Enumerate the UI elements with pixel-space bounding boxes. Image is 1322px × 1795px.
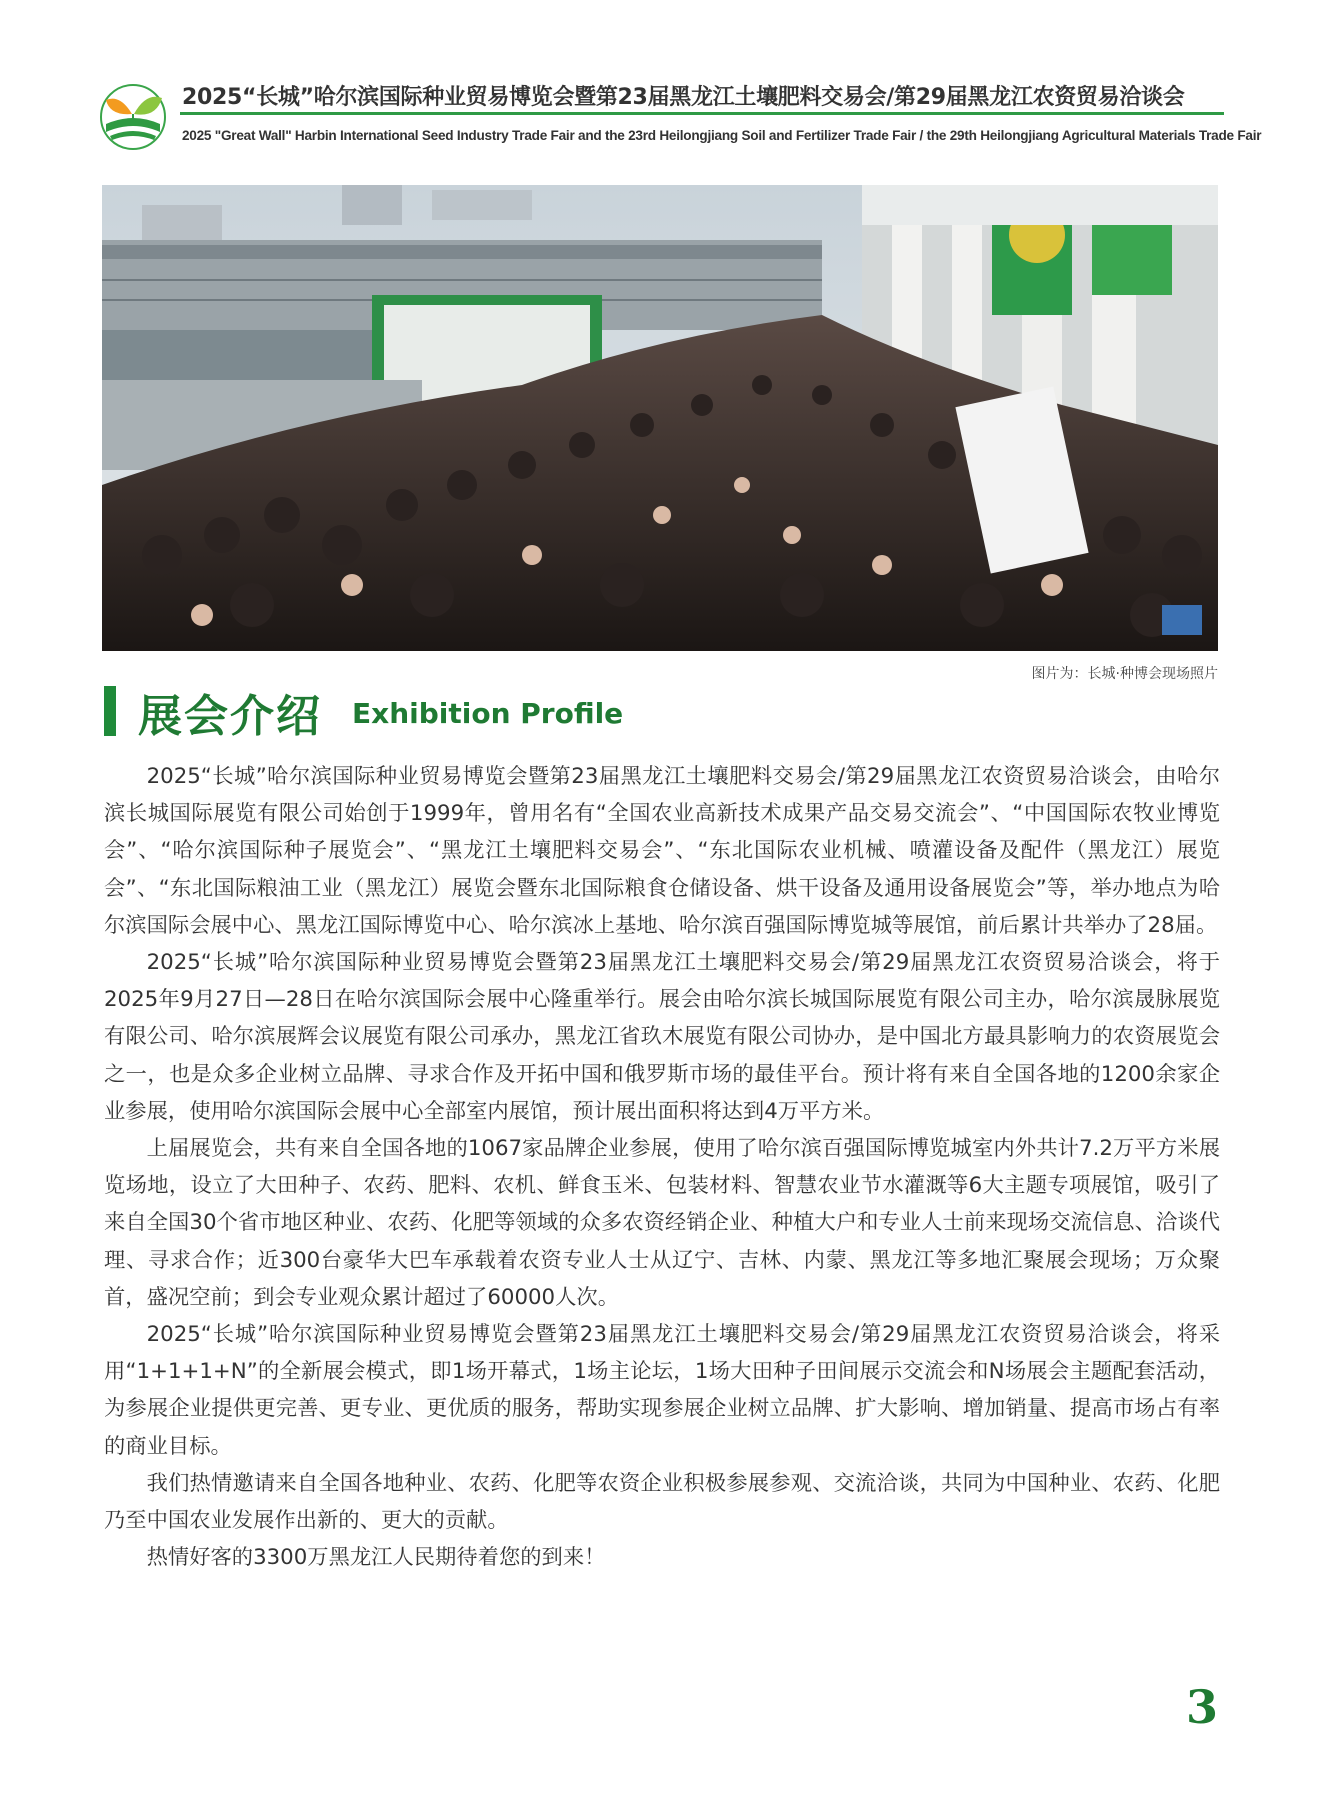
section-title-en: Exhibition Profile	[352, 697, 624, 730]
photo-caption: 图片为：长城·种博会现场照片	[1031, 666, 1218, 682]
paragraph-invitation: 我们热情邀请来自全国各地种业、农药、化肥等农资企业积极参展参观、交流洽谈，共同为中国种业、农药、化肥乃至中国农业发展作出新的、更大的贡献。	[104, 1470, 1220, 1534]
section-title-cn: 展会介绍	[138, 691, 322, 742]
header-title-cn: 2025“长城”哈尔滨国际种业贸易博览会暨第23届黑龙江土壤肥料交易会/第29届黑龙江农资贸易洽谈会	[182, 85, 1185, 110]
paragraph-history: 2025“长城”哈尔滨国际种业贸易博览会暨第23届黑龙江土壤肥料交易会/第29届黑龙江农资贸易洽谈会，由哈尔滨长城国际展览有限公司始创于1999年，曾用名有“全国农业高新技术成果产品交易交流会”、“中国国际农牧业博览会”、“哈尔滨国际种子展览会”、“黑龙江土壤肥料交易会”、“东北国际农业机械、喷灌设备及配件（黑龙江）展览会”、“东北国际粮油工业（黑龙江）展览会暨东北国际粮食仓储设备、烘干设备及通用设备展览会”等，举办地点为哈尔滨国际会展中心、黑龙江国际博览中心、哈尔滨冰上基地、哈尔滨百强国际博览城等展馆，前后累计共举办了28届。	[104, 764, 1220, 938]
header-title-en: 2025 "Great Wall" Harbin International Seed Industry Trade Fair and the 23rd Heilongjiang Soil and Fertilizer Trade Fair / the 29th Heilongjiang Agricultural Materials Trade Fair	[182, 128, 1262, 143]
exhibition-profile-body	[104, 758, 1220, 1576]
crowd-photo-illustration	[102, 185, 1218, 651]
leaf-sprout-logo-icon	[100, 84, 166, 150]
page-header	[100, 76, 1262, 156]
exhibition-crowd-photo	[102, 185, 1218, 651]
header-divider	[180, 112, 1224, 115]
section-accent-bar	[104, 686, 116, 736]
paragraph-welcome: 热情好客的3300万黑龙江人民期待着您的到来！	[146, 1545, 606, 1571]
paragraph-new-model: 2025“长城”哈尔滨国际种业贸易博览会暨第23届黑龙江土壤肥料交易会/第29届黑龙江农资贸易洽谈会，将采用“1+1+1+N”的全新展会模式，即1场开幕式，1场主论坛，1场大田种子田间展示交流会和N场展会主题配套活动，为参展企业提供更完善、更专业、更优质的服务，帮助实现参展企业树立品牌、扩大影响、增加销量、提高市场占有率的商业目标。	[104, 1322, 1220, 1459]
page-number: 3	[1185, 1680, 1218, 1734]
paragraph-previous-event: 上届展览会，共有来自全国各地的1067家品牌企业参展，使用了哈尔滨百强国际博览城室内外共计7.2万平方米展览场地，设立了大田种子、农药、肥料、农机、鲜食玉米、包装材料、智慧农业节水灌溉等6大主题专项展馆，吸引了来自全国30个省市地区种业、农药、化肥等领域的众多农资经销企业、种植大户和专业人士前来现场交流信息、洽谈代理、寻求合作；近300台豪华大巴车承载着农资专业人士从辽宁、吉林、内蒙、黑龙江等多地汇聚展会现场；万众聚首，盛况空前；到会专业观众累计超过了60000人次。	[104, 1136, 1220, 1310]
paragraph-2025-event: 2025“长城”哈尔滨国际种业贸易博览会暨第23届黑龙江土壤肥料交易会/第29届黑龙江农资贸易洽谈会，将于2025年9月27日—28日在哈尔滨国际会展中心隆重举行。展会由哈尔滨长城国际展览有限公司主办，哈尔滨晟脉展览有限公司、哈尔滨展辉会议展览有限公司承办，黑龙江省玖木展览有限公司协办，是中国北方最具影响力的农资展览会之一，也是众多企业树立品牌、寻求合作及开拓中国和俄罗斯市场的最佳平台。预计将有来自全国各地的1200余家企业参展，使用哈尔滨国际会展中心全部室内展馆，预计展出面积将达到4万平方米。	[104, 950, 1220, 1124]
